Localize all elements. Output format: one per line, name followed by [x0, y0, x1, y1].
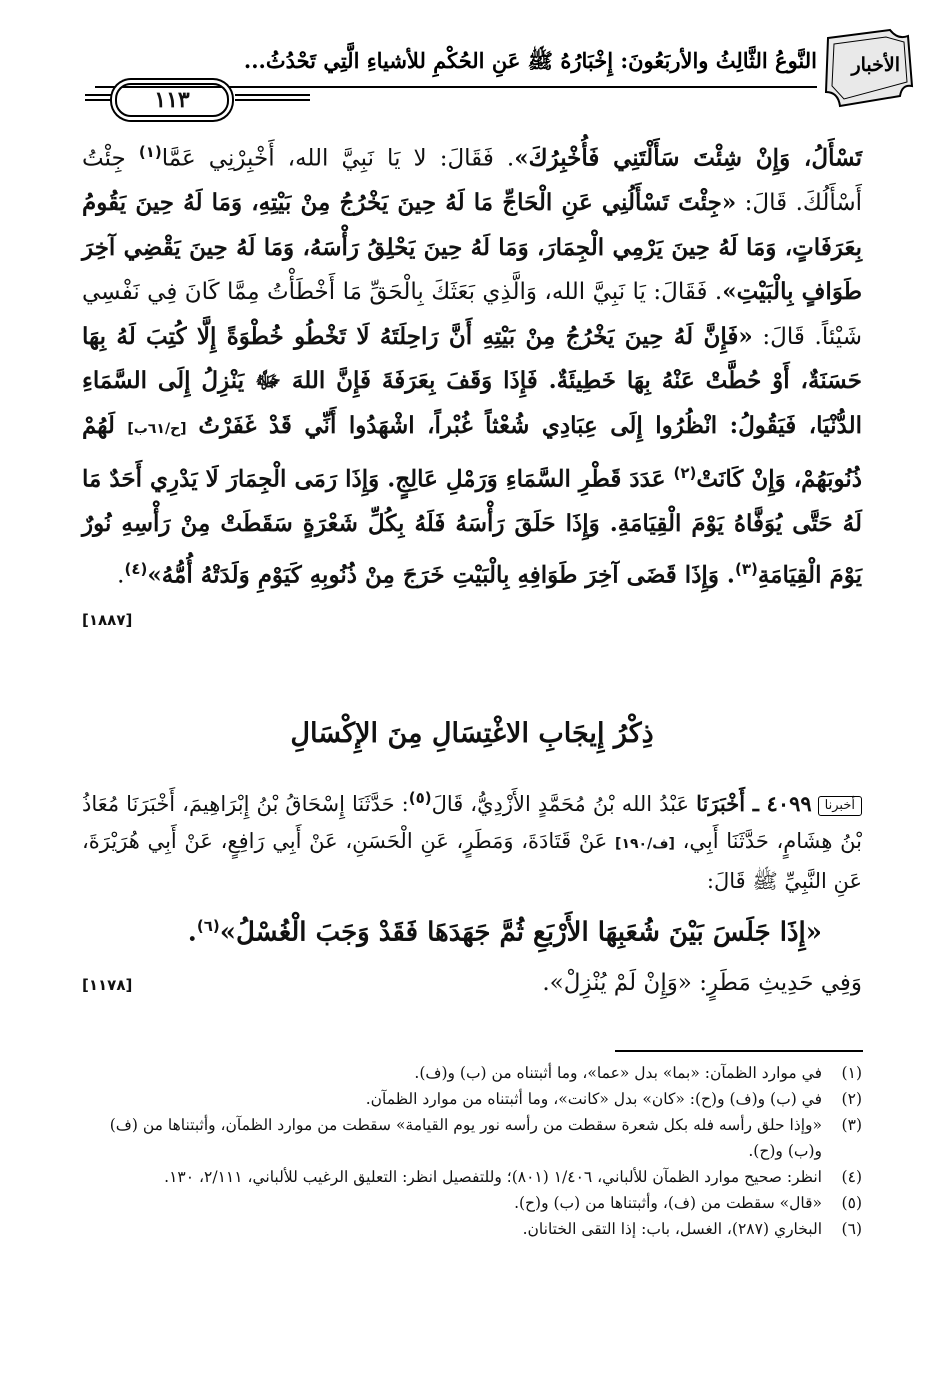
- narration-variant: [82, 970, 862, 996]
- akhbarana-tag: أخبرنا: [818, 796, 862, 816]
- footnote-text: انظر: صحيح موارد الظمآن للألباني، ١/٤٠٦ (٨٠١)؛ وللتفصيل انظر: التعليق الرغيب للألباني، ٢/١١١، ١٣٠.: [164, 1168, 822, 1186]
- hadith-reference-number: [١١٧٨]: [82, 976, 133, 994]
- footnote-marker: (٣): [734, 559, 758, 578]
- header-title: النَّوعُ الثَّالِثُ والأربَعُونَ: إِخْبَارُهُ ﷺ عَنِ الحُكْمِ للأشياءِ الَّتِي تَحْدُثُ...: [243, 48, 817, 73]
- hadith-number: ٤٠٩٩ ـ أَخْبَرَنَا: [696, 791, 812, 816]
- footnote-marker: (٤): [124, 559, 148, 578]
- footnote-marker: (١): [138, 143, 162, 161]
- page-number-rule-left-2: [85, 99, 111, 101]
- footnote: [82, 1086, 862, 1112]
- main-text: تَسْأَلُ، وَإِنْ شِئْتَ سَأَلْتَنِي فَأُخْبِرُكَ». فَقَالَ: لا يَا نَبِيَّ الله، أَخْبِرْنِي عَمَّا$^{(١)}$ جِئْتُ أَسْأَلُكَ. قَالَ: «جِئْتَ تَسْأَلُنِي عَنِ الْحَاجِّ مَا لَهُ حِينَ يَخْرُجُ مِنْ بَيْتِهِ، وَمَا لَهُ حِينَ يَقُومُ بِعَرَفَاتٍ، وَمَا لَهُ حِينَ يَرْمِي الْجِمَارَ، وَمَا لَهُ حِينَ يَحْلِقُ رَأْسَهُ، وَمَا لَهُ حِينَ يَقْضِي آخِرَ طَوَافٍ بِالْبَيْتِ». فَقَالَ: يَا نَبِيَّ الله، وَالَّذِي بَعَثَكَ بِالْحَقِّ مَا أَخْطَأْتُ مِمَّا كَانَ فِي نَفْسِي شَيْئاً. قَالَ: «فَإِنَّ لَهُ حِينَ يَخْرُجُ مِنْ بَيْتِهِ أَنَّ رَاحِلَتَهُ لَا تَخْطُو خُطْوَةً إِلَّا كُتِبَ لَهُ بِهَا حَسَنَةٌ، أَوْ حُطَّتْ عَنْهُ بِهَا خَطِيئَةٌ. فَإِذَا وَقَفَ بِعَرَفَةَ فَإِنَّ اللهَ ﷻ يَنْزِلُ إِلَى السَّمَاءِ الدُّنْيَا، فَيَقُولُ: انْظُرُوا إِلَى عِبَادِي شُعْثاً غُبْراً، اشْهَدُوا أَنِّي قَدْ غَفَرْتُ [ح/٦١ب] لَهُمْ ذُنُوبَهُمْ، وَإِنْ كَانَتْ$^{(٢)}$ عَدَدَ قَطْرِ السَّمَاءِ وَرَمْلِ عَالِجٍ. وَإِذَا رَمَى الْجِمَارَ لَا يَدْرِي أَحَدٌ مَا لَهُ حَتَّى يُوَفَّاهُ يَوْمَ الْقِيَامَةِ. وَإِذَا حَلَقَ رَأْسَهُ فَلَهُ بِكُلِّ شَعْرَةٍ سَقَطَتْ مِنْ رَأْسِهِ نُورٌ يَوْمَ الْقِيَامَةِ$^{(٣)}$. وَإِذَا قَضَى آخِرَ طَوَافِهِ بِالْبَيْتِ خَرَجَ مِنْ ذُنُوبِهِ كَيَوْمِ وَلَدَتْهُ أُمُّهُ»$^{(٤)}$. [١٨٨٧]: [82, 130, 862, 642]
- footnote-marker: (٢): [673, 464, 697, 483]
- text-segment: : حَدَّثَنَا إِسْحَاقُ بْنُ إِبْرَاهِيمَ، أَخْبَرَنَا مُعَاذُ بْنُ هِشَامٍ، حَدَّثَنَا أَبِي،: [82, 792, 862, 853]
- footnote: [82, 1060, 862, 1086]
- quote-segment: تَسْأَلُ، وَإِنْ شِئْتَ سَأَلْتَنِي فَأُخْبِرُكَ»: [514, 144, 862, 172]
- footnote-number: (٦): [841, 1220, 862, 1238]
- page-number: ١١٣: [115, 83, 229, 117]
- page-number-rule-right: [235, 94, 310, 96]
- manuscript-ref: [ف/١٩٠]: [615, 836, 675, 852]
- prophetic-text: «إِذَا جَلَسَ بَيْنَ شُعَبِهَا الأَرْبَعِ ثُمَّ جَهَدَهَا فَقَدْ وَجَبَ الْغُسْلُ»: [219, 917, 822, 948]
- footnote-separator: [615, 1050, 863, 1052]
- footnote-text: «وإذا حلق رأسه فله بكل شعرة سقطت من رأسه نور يوم القيامة» سقطت من موارد الظمآن، وأثبتناها من (ف) و(ب) و(ح).: [109, 1116, 822, 1160]
- text-segment: . فَقَالَ: لا يَا نَبِيَّ الله، أَخْبِرْنِي عَمَّا: [161, 145, 515, 172]
- text-segment: عَبْدُ الله بْنُ مُحَمَّدٍ الأَزْدِيُّ، قَالَ: [431, 792, 697, 816]
- footnote-marker: (٥): [408, 789, 432, 807]
- quote-segment: «جِئْتَ تَسْأَلُنِي عَنِ الْحَاجِّ مَا لَهُ حِينَ يَخْرُجُ مِنْ بَيْتِهِ، وَمَا لَهُ حِينَ يَقُومُ بِعَرَفَاتٍ، وَمَا لَهُ حِينَ يَرْمِي الْجِمَارَ، وَمَا لَهُ حِينَ يَحْلِقُ رَأْسَهُ، وَمَا لَهُ حِينَ يَقْضِي آخِرَ طَوَافٍ بِالْبَيْتِ»: [82, 189, 863, 306]
- text-segment: جِئْتُ أَسْأَلُكَ. قَالَ:: [82, 145, 862, 217]
- footnote-number: (٣): [841, 1116, 862, 1134]
- footnote-number: (٢): [841, 1090, 862, 1108]
- quote-segment: «فَإِنَّ لَهُ حِينَ يَخْرُجُ مِنْ بَيْتِهِ أَنَّ رَاحِلَتَهُ لَا تَخْطُو خُطْوَةً إِلَّا كُتِبَ لَهُ بِهَا حَسَنَةٌ، أَوْ حُطَّتْ عَنْهُ بِهَا خَطِيئَةٌ. فَإِذَا وَقَفَ بِعَرَفَةَ فَإِنَّ اللهَ ﷻ يَنْزِلُ إِلَى السَّمَاءِ الدُّنْيَا، فَيَقُولُ: انْظُرُوا إِلَى عِبَادِي شُعْثاً غُبْراً، اشْهَدُوا أَنِّي قَدْ غَفَرْتُ: [82, 322, 862, 439]
- text-segment: عَنْ قَتَادَةَ، وَمَطَرٍ، عَنِ الْحَسَنِ، عَنْ أَبِي رَافِعٍ، عَنْ أَبِي هُرَيْرَةَ، عَنِ النَّبِيِّ ﷺ قَالَ:: [82, 829, 862, 893]
- section-title: ذِكْرُ إِيجَابِ الاغْتِسَالِ مِنَ الإِكْسَالِ: [290, 718, 654, 749]
- text-segment: . فَقَالَ: يَا نَبِيَّ الله، وَالَّذِي بَعَثَكَ بِالْحَقِّ مَا أَخْطَأْتُ مِمَّا كَانَ فِي نَفْسِي شَيْئاً. قَالَ:: [82, 279, 862, 350]
- quote-segment: عَدَدَ قَطْرِ السَّمَاءِ وَرَمْلِ عَالِجٍ. وَإِذَا رَمَى الْجِمَارَ لَا يَدْرِي أَحَدٌ مَا لَهُ حَتَّى يُوَفَّاهُ يَوْمَ الْقِيَامَةِ. وَإِذَا حَلَقَ رَأْسَهُ فَلَهُ بِكُلِّ شَعْرَةٍ سَقَطَتْ مِنْ رَأْسِهِ نُورٌ يَوْمَ الْقِيَامَةِ: [82, 465, 862, 589]
- footnote-number: (٤): [841, 1168, 862, 1186]
- footnote-marker: (٦): [196, 917, 220, 935]
- page-number-rule-left: [85, 94, 111, 96]
- footnote: [82, 1190, 862, 1216]
- hadith-isnad: [82, 780, 862, 900]
- footnote: [82, 1112, 862, 1164]
- footnote: [82, 1164, 862, 1190]
- variant-text: وَفِي حَدِيثِ مَطَرٍ: «وَإِنْ لَمْ يُنْزِلْ».: [542, 970, 862, 996]
- footnote-text: في موارد الظمآن: «بما» بدل «عما»، وما أثبتناه من (ب) و(ف).: [414, 1064, 822, 1082]
- quote-segment: لَهُمْ ذُنُوبَهُمْ، وَإِنْ كَانَتْ: [82, 411, 863, 493]
- footnote-number: (٥): [841, 1194, 862, 1212]
- footnote-number: (١): [841, 1064, 862, 1082]
- hadith-reference-number: [١٨٨٧]: [82, 610, 133, 629]
- footnotes: [82, 1060, 862, 1242]
- running-header: [95, 40, 817, 84]
- footnote-text: في (ب) و(ف) و(ح): «كان» بدل «كانت»، وما أثبتناه من موارد الظمآن.: [365, 1090, 822, 1108]
- page-number-group: [85, 80, 310, 120]
- manuscript-ref: [ح/٦١ب]: [127, 420, 187, 437]
- footnote: [82, 1216, 862, 1242]
- prophetic-saying: «إِذَا جَلَسَ بَيْنَ شُعَبِهَا الأَرْبَعِ ثُمَّ جَهَدَهَا فَقَدْ وَجَبَ الْغُسْلُ»$^{(٦)}$.: [187, 917, 822, 948]
- page-number-rule-right-2: [235, 99, 310, 101]
- quote-segment: . وَإِذَا قَضَى آخِرَ طَوَافِهِ بِالْبَيْتِ خَرَجَ مِنْ ذُنُوبِهِ كَيَوْمِ وَلَدَتْهُ أُمُّهُ»: [147, 561, 735, 589]
- footnote-text: البخاري (٢٨٧)، الغسل، باب: إذا التقى الختانان.: [522, 1220, 822, 1238]
- footnote-text: «قال» سقطت من (ف)، وأثبتناها من (ب) و(ح).: [514, 1194, 822, 1212]
- corner-label: الأخبار: [851, 54, 900, 76]
